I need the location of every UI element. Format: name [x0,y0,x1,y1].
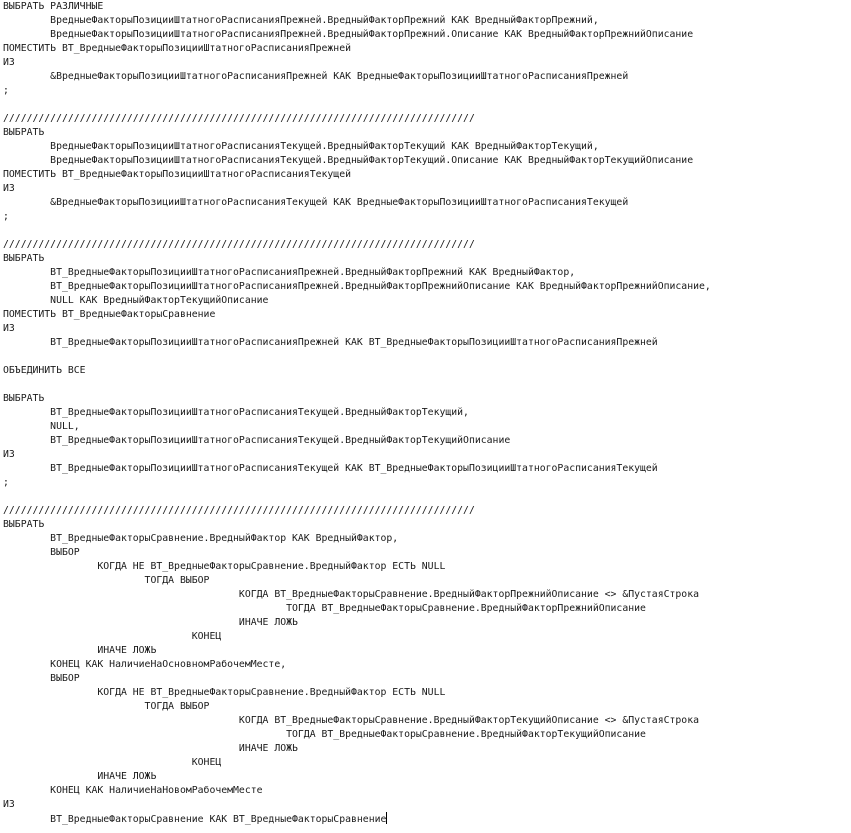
code-line-text: КОНЕЦ КАК НаличиеНаОсновномРабочемМесте, [3,659,287,670]
code-line-text: КОНЕЦ КАК НаличиеНаНовомРабочемМесте [3,785,263,796]
code-line[interactable] [3,434,851,448]
code-line-text: ВЫБРАТЬ [3,127,45,138]
code-line-text: ПОМЕСТИТЬ ВТ_ВредныеФакторыПозицииШтатногоРасписанияПрежней [3,43,351,54]
code-line[interactable] [3,224,851,238]
code-line[interactable] [3,56,851,70]
code-line[interactable] [3,574,851,588]
code-line-text: ОБЪЕДИНИТЬ ВСЕ [3,365,86,376]
code-line-text: ИНАЧЕ ЛОЖЬ [3,617,298,628]
code-line-text: &ВредныеФакторыПозицииШтатногоРасписанияТекущей КАК ВредныеФакторыПозицииШтатногоРасписанияТекущей [3,197,629,208]
code-line[interactable] [3,756,851,770]
code-line-text: КОГДА НЕ ВТ_ВредныеФакторыСравнение.ВредныйФактор ЕСТЬ NULL [3,561,446,572]
code-line[interactable] [3,112,851,126]
code-line-text: ; [3,477,9,488]
code-line-text: КОГДА НЕ ВТ_ВредныеФакторыСравнение.ВредныйФактор ЕСТЬ NULL [3,687,446,698]
code-line-text: //////////////////////////////////////////////////////////////////////////////// [3,239,475,250]
code-line[interactable] [3,378,851,392]
code-line-text: ИЗ [3,449,15,460]
code-line-text: ТОГДА ВЫБОР [3,575,210,586]
code-line[interactable] [3,798,851,812]
code-line-text: ИЗ [3,799,15,810]
code-line[interactable] [3,406,851,420]
code-line[interactable] [3,14,851,28]
code-line[interactable] [3,126,851,140]
code-line[interactable] [3,476,851,490]
code-line-text: ВЫБРАТЬ [3,253,45,264]
code-line-text: //////////////////////////////////////////////////////////////////////////////// [3,505,475,516]
code-line-text: КОГДА ВТ_ВредныеФакторыСравнение.ВредныйФакторТекущийОписание <> &ПустаяСтрока [3,715,699,726]
code-line-text: ТОГДА ВТ_ВредныеФакторыСравнение.ВредныйФакторТекущийОписание [3,729,646,740]
code-line[interactable] [3,154,851,168]
code-line[interactable] [3,784,851,798]
code-line[interactable] [3,28,851,42]
code-line-text: ВЫБРАТЬ [3,519,45,530]
code-line[interactable] [3,770,851,784]
code-line[interactable] [3,420,851,434]
code-line-text: ВЫБОР [3,673,80,684]
code-line[interactable] [3,350,851,364]
code-line-text: ВТ_ВредныеФакторыПозицииШтатногоРасписанияТекущей.ВредныйФакторТекущийОписание [3,435,511,446]
code-line[interactable] [3,742,851,756]
code-line[interactable] [3,238,851,252]
code-line-text: //////////////////////////////////////////////////////////////////////////////// [3,113,475,124]
code-line[interactable] [3,700,851,714]
code-line[interactable] [3,658,851,672]
code-line-text: ВТ_ВредныеФакторыПозицииШтатногоРасписанияПрежней.ВредныйФакторПрежний КАК ВредныйФактор, [3,267,576,278]
code-line[interactable] [3,266,851,280]
code-line[interactable] [3,70,851,84]
code-line[interactable] [3,644,851,658]
code-line-text: ВЫБРАТЬ [3,393,45,404]
code-line-text: ИНАЧЕ ЛОЖЬ [3,743,298,754]
code-line[interactable] [3,546,851,560]
code-line[interactable] [3,294,851,308]
code-line[interactable] [3,812,851,826]
code-line-text: КОНЕЦ [3,631,222,642]
code-line[interactable] [3,42,851,56]
code-line[interactable] [3,168,851,182]
code-line-text: ВТ_ВредныеФакторыСравнение.ВредныйФактор КАК ВредныйФактор, [3,533,399,544]
code-line-text: ; [3,211,9,222]
code-line[interactable] [3,462,851,476]
code-line[interactable] [3,714,851,728]
code-line-text: ВредныеФакторыПозицииШтатногоРасписанияТекущей.ВредныйФакторТекущий КАК ВредныйФакторТекущий, [3,141,599,152]
code-line-text: ИНАЧЕ ЛОЖЬ [3,771,157,782]
code-line-text: ВредныеФакторыПозицииШтатногоРасписанияПрежней.ВредныйФакторПрежний КАК ВредныйФакторПрежний, [3,15,599,26]
code-line[interactable] [3,210,851,224]
code-line-text: ВЫБРАТЬ РАЗЛИЧНЫЕ [3,1,104,12]
code-line[interactable] [3,364,851,378]
code-line-text: ; [3,85,9,96]
code-line[interactable] [3,672,851,686]
code-line[interactable] [3,322,851,336]
text-caret [386,812,387,824]
code-line-text: NULL КАК ВредныйФакторТекущийОписание [3,295,269,306]
code-line-text: ВТ_ВредныеФакторыПозицииШтатногоРасписанияТекущей КАК ВТ_ВредныеФакторыПозицииШтатногоРасписанияТекущей [3,463,658,474]
code-line[interactable] [3,602,851,616]
code-line[interactable] [3,588,851,602]
code-line[interactable] [3,686,851,700]
code-line-text: ИЗ [3,57,15,68]
code-line-text: КОГДА ВТ_ВредныеФакторыСравнение.ВредныйФакторПрежнийОписание <> &ПустаяСтрока [3,589,699,600]
code-line-text: ВТ_ВредныеФакторыСравнение КАК ВТ_ВредныеФакторыСравнение [3,814,387,825]
code-line-text: ПОМЕСТИТЬ ВТ_ВредныеФакторыСравнение [3,309,216,320]
code-line-text: NULL, [3,421,80,432]
code-line-text: &ВредныеФакторыПозицииШтатногоРасписанияПрежней КАК ВредныеФакторыПозицииШтатногоРасписанияПрежней [3,71,629,82]
code-line-text: ИЗ [3,183,15,194]
code-line-text: ПОМЕСТИТЬ ВТ_ВредныеФакторыПозицииШтатногоРасписанияТекущей [3,169,351,180]
code-line[interactable] [3,196,851,210]
code-line[interactable] [3,518,851,532]
code-line[interactable] [3,504,851,518]
code-line-text: ТОГДА ВЫБОР [3,701,210,712]
code-line-text: ВЫБОР [3,547,80,558]
code-line[interactable] [3,280,851,294]
code-line[interactable] [3,392,851,406]
code-line-text: ВредныеФакторыПозицииШтатногоРасписанияПрежней.ВредныйФакторПрежний.Описание КАК ВредныйФакторПрежнийОписание [3,29,694,40]
code-line-text: ВредныеФакторыПозицииШтатногоРасписанияТекущей.ВредныйФакторТекущий.Описание КАК ВредныйФакторТекущийОписание [3,155,694,166]
code-line-text: ВТ_ВредныеФакторыПозицииШтатногоРасписанияПрежней.ВредныйФакторПрежнийОписание КАК ВредныйФакторПрежнийОписание, [3,281,711,292]
code-line[interactable] [3,252,851,266]
code-line-text: ТОГДА ВТ_ВредныеФакторыСравнение.ВредныйФакторПрежнийОписание [3,603,646,614]
code-line-text: ИЗ [3,323,15,334]
code-line[interactable] [3,182,851,196]
code-line-text: ВТ_ВредныеФакторыПозицииШтатногоРасписанияТекущей.ВредныйФакторТекущий, [3,407,469,418]
code-line[interactable] [3,532,851,546]
code-line-text: ВТ_ВредныеФакторыПозицииШтатногоРасписанияПрежней КАК ВТ_ВредныеФакторыПозицииШтатногоРасписанияПрежней [3,337,658,348]
code-line[interactable] [3,630,851,644]
code-line[interactable] [3,84,851,98]
code-line[interactable] [3,490,851,504]
code-line[interactable] [3,0,851,14]
code-line[interactable] [3,448,851,462]
query-text-editor[interactable] [3,0,851,833]
code-line[interactable] [3,308,851,322]
code-line[interactable] [3,336,851,350]
code-line-text: ИНАЧЕ ЛОЖЬ [3,645,157,656]
code-line[interactable] [3,98,851,112]
code-line-text: КОНЕЦ [3,757,222,768]
code-line[interactable] [3,560,851,574]
code-line[interactable] [3,140,851,154]
code-line[interactable] [3,616,851,630]
code-line[interactable] [3,728,851,742]
